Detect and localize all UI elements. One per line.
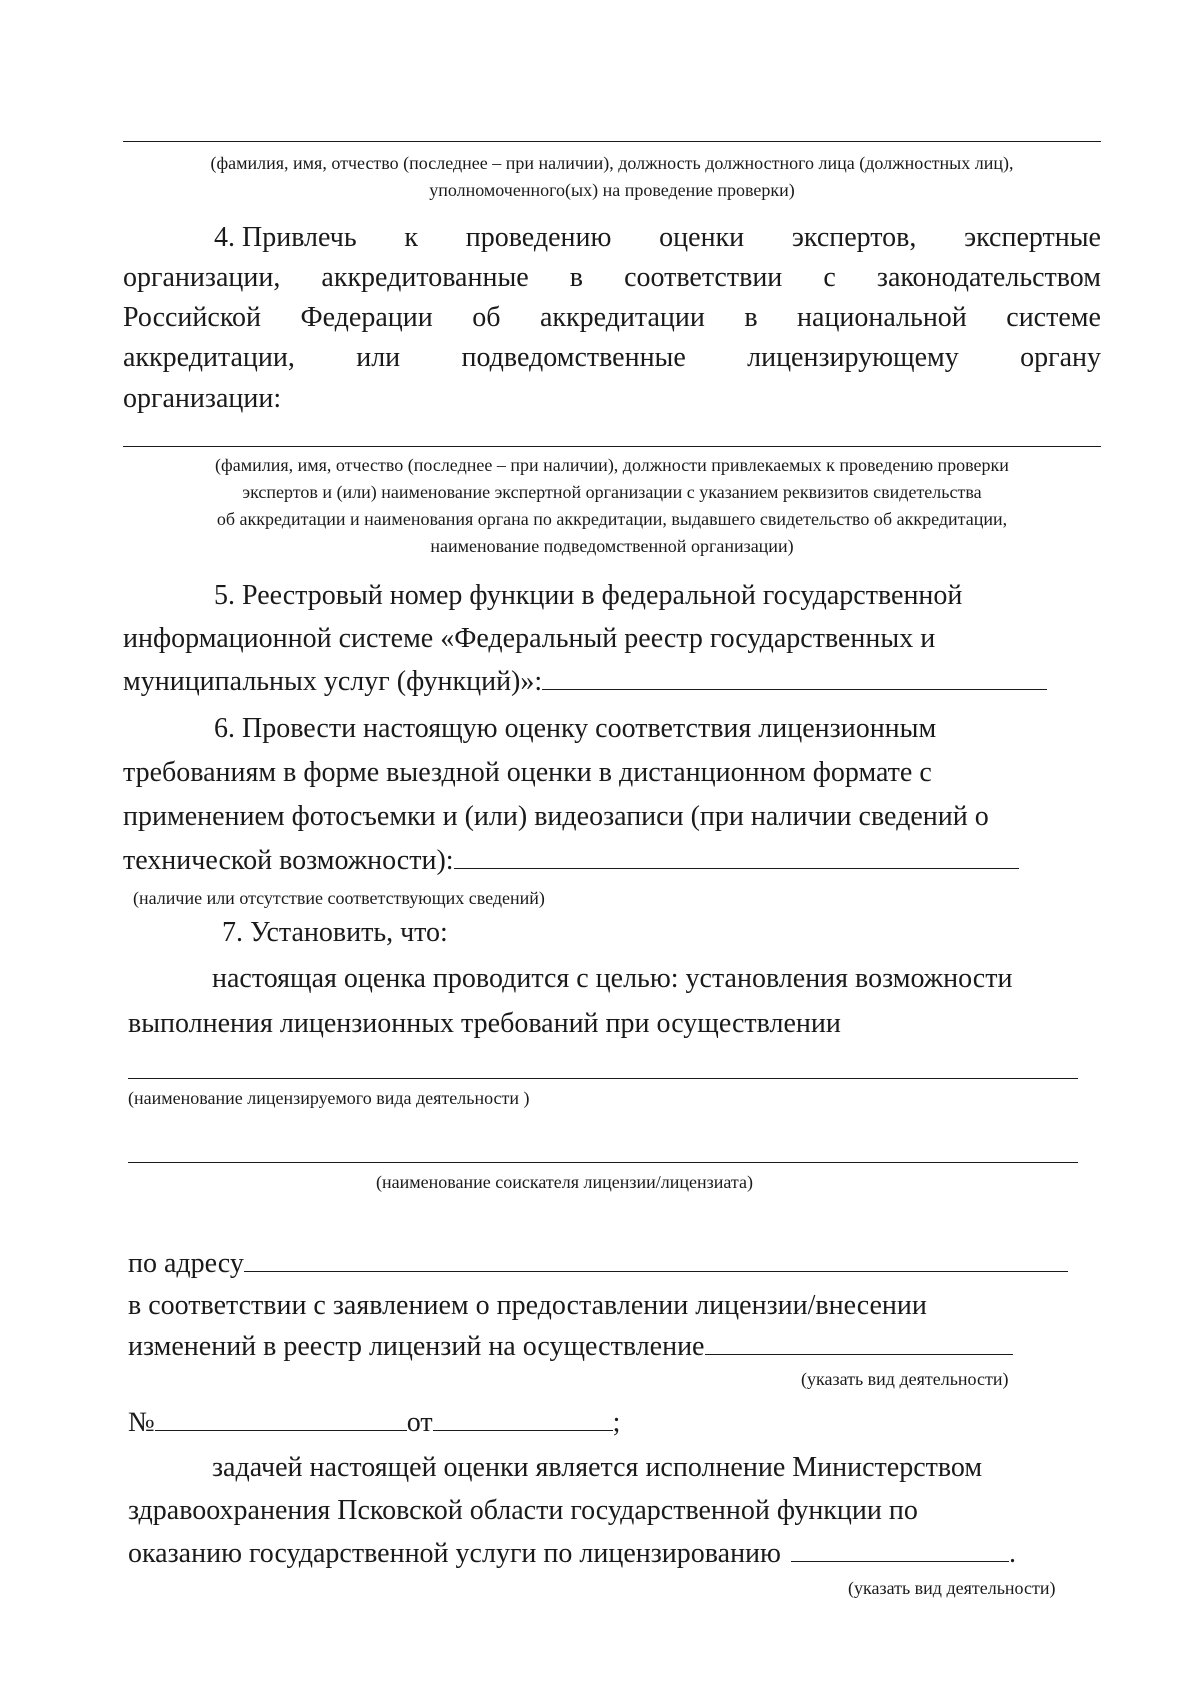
number-label: №	[128, 1407, 155, 1438]
item4-line2: организации, аккредитованные в соответствии с законодательством	[123, 262, 1101, 293]
semicolon: ;	[612, 1407, 621, 1438]
item7-line1: 7. Установить, что:	[222, 917, 448, 948]
task-line3	[128, 1533, 1016, 1575]
address-label: по адресу	[128, 1248, 244, 1279]
application-date-field[interactable]	[433, 1404, 613, 1431]
item6-line4	[123, 840, 1019, 882]
item4-line3: Российской Федерации об аккредитации в национальной системе	[123, 302, 1101, 333]
item5-line2: информационной системе «Федеральный реестр государственных и	[123, 623, 936, 654]
accordance-line1: в соответствии с заявлением о предоставлении лицензии/внесении	[128, 1290, 927, 1321]
item4-line4: аккредитации, или подведомственные лицензирующему органу	[123, 342, 1101, 373]
accordance-line2	[128, 1326, 1013, 1368]
item7-line2: настоящая оценка проводится с целью: установления возможности	[212, 963, 1013, 994]
caption-inspector-line1: (фамилия, имя, отчество (последнее – при наличии), должность должностного лица (должностных лиц),	[210, 153, 1014, 173]
caption-activity-kind-1: (указать вид деятельности)	[801, 1369, 1009, 1389]
item6-line3: применением фотосъемки и (или) видеозаписи (при наличии сведений о	[123, 801, 989, 832]
activity-kind-field-1[interactable]	[705, 1328, 1013, 1355]
caption-experts-line1: (фамилия, имя, отчество (последнее – при наличии), должности привлекаемых к проведению проверки	[215, 455, 1009, 475]
activity-field-line[interactable]	[128, 1078, 1078, 1079]
caption-experts-line2: экспертов и (или) наименование экспертной организации с указанием реквизитов свидетельства	[242, 482, 982, 502]
task-line3-text: оказанию государственной услуги по лицензированию	[128, 1538, 781, 1569]
experts-field-line	[123, 446, 1101, 447]
item7-line3: выполнения лицензионных требований при осуществлении	[128, 1008, 841, 1039]
registry-number-field[interactable]	[542, 663, 1047, 690]
technical-possibility-field[interactable]	[454, 842, 1019, 869]
caption-experts-line3: об аккредитации и наименования органа по аккредитации, выдавшего свидетельство об аккредитации,	[216, 509, 1008, 529]
item6-line4-text: технической возможности):	[123, 845, 454, 876]
caption-activity-kind-2: (указать вид деятельности)	[848, 1578, 1056, 1598]
from-label: от	[406, 1407, 433, 1438]
item6-line2: требованиям в форме выездной оценки в дистанционном формате с	[123, 757, 932, 788]
applicant-field-line[interactable]	[128, 1162, 1078, 1163]
item5-line1: 5. Реестровый номер функции в федеральной государственной	[214, 580, 963, 611]
caption-applicant: (наименование соискателя лицензии/лицензиата)	[376, 1172, 753, 1192]
caption-inspector-line2: уполномоченного(ых) на проведение проверки)	[429, 180, 795, 200]
activity-kind-field-2[interactable]	[791, 1535, 1009, 1562]
item5-line3-text: муниципальных услуг (функций)»:	[123, 666, 543, 697]
caption-technical-possibility: (наличие или отсутствие соответствующих сведений)	[133, 888, 545, 908]
inspector-field-line	[123, 141, 1101, 142]
item4-line1: 4. Привлечь к проведению оценки экспертов, экспертные	[214, 222, 1101, 253]
task-line1: задачей настоящей оценки является исполнение Министерством	[212, 1452, 983, 1483]
period: .	[1008, 1538, 1016, 1569]
accordance-line2-text: изменений в реестр лицензий на осуществление	[128, 1331, 705, 1362]
task-line2: здравоохранения Псковской области государственной функции по	[128, 1495, 918, 1526]
item4-line5: организации:	[123, 383, 282, 414]
item6-line1: 6. Провести настоящую оценку соответствия лицензионным	[214, 713, 937, 744]
number-date-line	[128, 1402, 620, 1444]
item5-line3	[123, 661, 1047, 703]
address-field[interactable]	[244, 1245, 1068, 1272]
caption-activity: (наименование лицензируемого вида деятельности )	[128, 1088, 530, 1108]
application-number-field[interactable]	[155, 1404, 407, 1431]
caption-experts-line4: наименование подведомственной организации)	[430, 536, 794, 556]
address-line	[128, 1243, 1068, 1285]
